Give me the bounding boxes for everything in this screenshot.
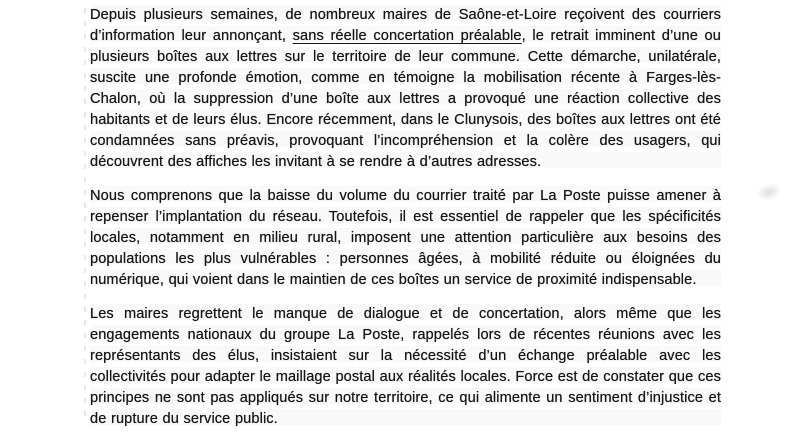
underlined-phrase: sans réelle concertation préalable [292, 28, 522, 44]
text-segment: Les maires regrettent le manque de dialogue et de concertation, alors même que les engagements nationaux du groupe La Poste, rappelés lors de récentes réunions avec les représentants des élus, insistaient sur la nécessité d’un échange préalable avec les collectivités pour adapter le maillage postal aux réalités locales. Force est de constater que ces principes ne sont pas appliqués sur notre territoire, ce qui alimente un sentiment d’injustice et de rupture du service public. [90, 306, 721, 427]
text-segment: , le retrait imminent d’une ou plusieurs boîtes aux lettres sur le territoire de leur commune. Cette démarche, unilatérale, suscite une profonde émotion, comme en témoigne la mobilisation récente à Farges-lès-Chalon, où la suppression d’une boîte aux lettres a provoqué une réaction collective des habitants et de leurs élus. Encore récemment, dans le Clunysois, des boîtes aux lettres ont été condamnées sans préavis, provoquant l’incompréhension et la colère des usagers, qui découvrent des affiches les invitant à se rendre à d’autres adresses. [90, 28, 721, 170]
letter-body [90, 5, 721, 430]
text-segment: Nous comprenons que la baisse du volume du courrier traité par La Poste puisse amener à repenser l’implantation du réseau. Toutefois, il est essentiel de rappeler que les spécificités locales, notamment en milieu rural, imposent une attention particulière aux besoins des populations les plus vulnérables : personnes âgées, à mobilité réduite ou éloignées du numérique, qui voient dans le maintien de ces boîtes un service de proximité indispensable. [90, 188, 721, 288]
paragraph-rural-needs [90, 186, 721, 291]
scan-smudge-artifact [754, 180, 784, 203]
text-segment: Depuis plusieurs semaines, de nombreux maires de Saône-et-Loire reçoivent des courriers d’information leur annonçant, [90, 7, 721, 44]
scan-edge-dashes-artifact [84, 8, 86, 424]
paragraph-mailbox-removals [90, 5, 721, 173]
paragraph-mayors-regret [90, 304, 721, 430]
